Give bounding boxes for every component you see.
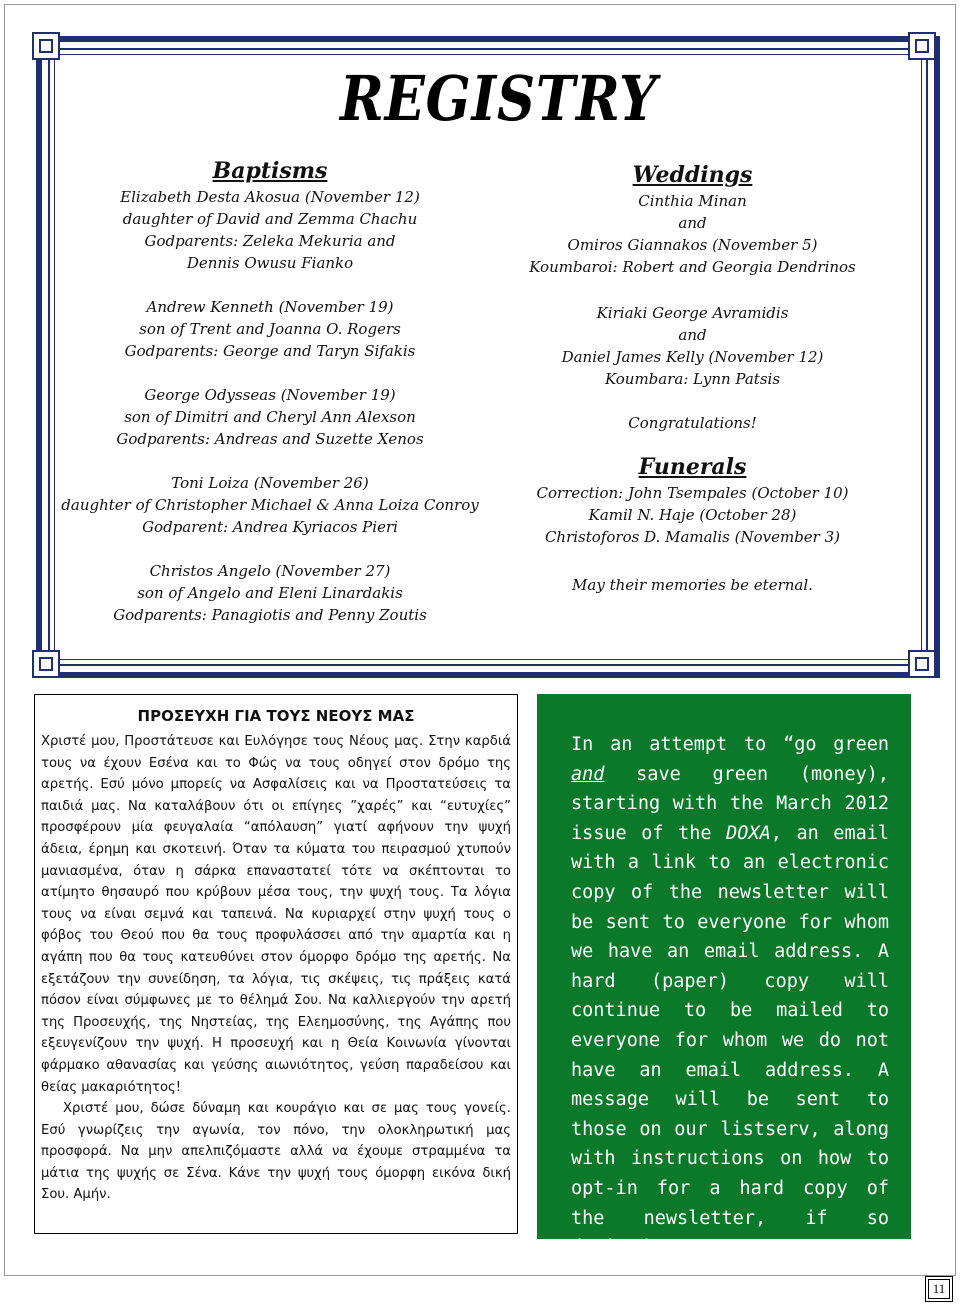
baptism-entry [60,186,480,274]
entry-line: Godparents: Andreas and Suzette Xenos [116,430,424,448]
wedding-entry [505,302,880,390]
newsletter-name: DOXA [726,822,771,844]
entry-line: Elizabeth Desta Akosua (November 12) [120,188,420,206]
baptism-entry [60,560,480,626]
prayer-box [34,694,518,1234]
notice-text: In an attempt to “go green [571,734,889,755]
funeral-list [505,482,880,548]
entry-line: Christos Angelo (November 27) [149,562,391,580]
baptism-entry [60,472,480,538]
entry-line: Daniel James Kelly (November 12) [561,348,824,366]
wedding-entry [505,190,880,278]
prayer-paragraph: Χριστέ μου, δώσε δύναμη και κουράγιο και σε μας τους γονείς. Εσύ γνωρίζεις την αγωνία, τον πόνο, την ολοκληρωτική μας προσφορά. Να μην απελπιζόμαστε αλλά να έχουμε στραμμένα τα μάτια της ψυχής σε Σένα. Κάνε την ψυχή τους όμορφη εικόνα δική Σου. Αμήν. [41,1101,511,1203]
entry-line: son of Trent and Joanna O. Rogers [139,320,401,338]
prayer-title: ΠΡΟΣΕΥΧΗ ΓΙΑ ΤΟΥΣ ΝΕΟΥΣ ΜΑΣ [137,707,415,725]
entry-line: and [678,214,707,232]
notice-text: save green (money), starting with the March 2012 issue of the [571,763,889,844]
baptisms-heading: Baptisms [212,158,328,184]
entry-line: Cinthia Minan [638,192,747,210]
entry-line: and [678,326,707,344]
entry-line: son of Dimitri and Cheryl Ann Alexson [124,408,416,426]
prayer-paragraph: Χριστέ μου, Προστάτευσε και Ευλόγησε τους Νέους μας. Στην καρδιά τους να έχουν Εσένα και το Φώς να τους οδηγεί στον δρόμο της αρετής. Εσύ μόνο μπορείς να Ασφαλίσεις και να Προστατεύσεις τα παιδιά μας. Να καταλάβουν ότι οι επίγηες ”χαρές” και “ευτυχίες” προσφέρουν μία φευγαλαία “απόλαυση” γιατί αφήνουν την ψυχή άδεια, έρημη και σκοτεινή. Όταν τα κύματα του πειρασμού χτυπούν μανιασμένα, όταν η σάρκα επαναστατεί τότε να σκέπτονται το ατίμητο θησαυρό που κρύβουν μέσα τους, την ψυχή τους. Τα λόγια τους να είναι σεμνά και ταπεινά. Να κυριαρχεί στην ψυχή τους ο φόβος του Θεού που θα τους προφυλάσσει από την αμαρτία και η αγάπη που θα τους κατευθύνει στον όμορφο δρόμο της αρετής. Να εξετάζουν την συνείδηση, τα λόγια, τις σκέψεις, τις πράξεις κατά πόσον είναι σύμφωνες με το θέλημά Σου. Να καλλιεργούν την αρετή της Προσευχής, της Νηστείας, της Ελεημοσύνης, της Αγάπης που εξευγενίζουν την ψυχή. Η προσευχή και η Θεία Κοινωνία γίνονται φάρμακο αθανασίας και γεύσης αιωνιότητος, γεύση παραδείσου και θείας μακαριότητος! [41,734,511,1095]
baptisms-section [60,156,480,648]
entry-line: Dennis Owusu Fianko [186,254,354,272]
entry-line: Koumbara: Lynn Patsis [604,370,781,388]
corner-ornament [32,650,60,678]
entry-line: Kiriaki George Avramidis [596,304,789,322]
entry-line: Godparents: Panagiotis and Penny Zoutis [113,606,427,624]
notice-text: , an email with a link to an electronic copy of the newsletter will be sent to everyone for whom we have an email address. A hard (paper) copy will continue to be mailed to everyone for whom we do not have an email address. A message will be sent to those on our listserv, along with instructions on how to opt-in for a hard copy of the newsletter, if so desired. [571,822,889,1259]
funerals-heading: Funerals [638,454,747,480]
entry-line: Kamil N. Haje (October 28) [588,506,797,524]
entry-line: Christoforos D. Mamalis (November 3) [544,528,841,546]
go-green-notice [537,694,911,1259]
entry-line: Godparents: Zeleka Mekuria and [144,232,396,250]
entry-line: Koumbaroi: Robert and Georgia Dendrinos [529,258,856,276]
corner-ornament [32,32,60,60]
entry-line: George Odysseas (November 19) [144,386,396,404]
entry-line: daughter of Christopher Michael & Anna Loiza Conroy [61,496,479,514]
page-number: 11 [925,1276,953,1302]
entry-line: Andrew Kenneth (November 19) [146,298,394,316]
congratulations-text: Congratulations! [628,414,757,432]
baptism-entry [60,296,480,362]
notice-emphasis: and [571,763,605,785]
entry-line: Correction: John Tsempales (October 10) [536,484,849,502]
weddings-heading: Weddings [632,162,753,188]
entry-line: Godparents: George and Taryn Sifakis [124,342,416,360]
corner-ornament [908,32,936,60]
entry-line: daughter of David and Zemma Chachu [122,210,418,228]
registry-title: REGISTRY [340,62,658,135]
entry-line: Omiros Giannakos (November 5) [567,236,818,254]
entry-line: Toni Loiza (November 26) [171,474,369,492]
baptism-entry [60,384,480,450]
corner-ornament [908,650,936,678]
entry-line: son of Angelo and Eleni Linardakis [137,584,403,602]
weddings-funerals-section [505,160,880,596]
entry-line: Godparent: Andrea Kyriacos Pieri [142,518,398,536]
memorial-closing: May their memories be eternal. [572,576,813,594]
